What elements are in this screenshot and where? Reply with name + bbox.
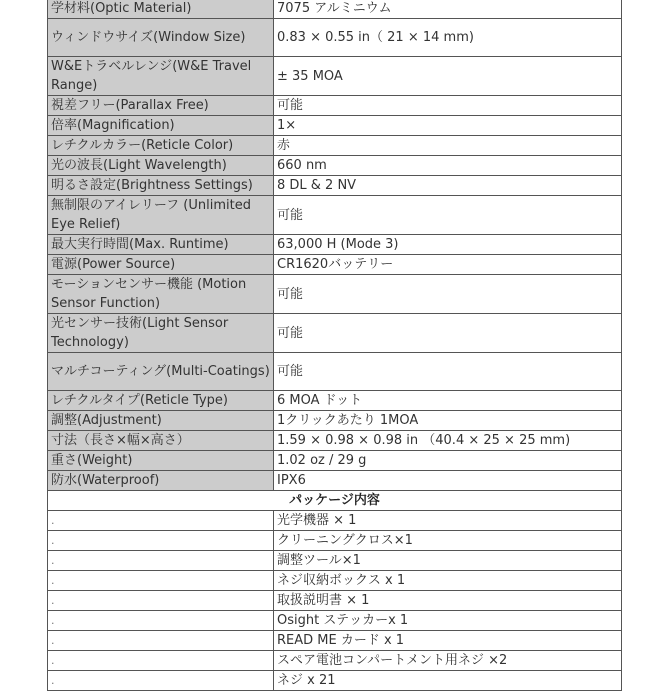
package-item: ネジ収納ボックス x 1 (274, 571, 622, 591)
package-bullet: . (48, 631, 274, 651)
spec-value: 6 MOA ドット (274, 391, 622, 411)
spec-label: 学材料(Optic Material) (48, 0, 274, 19)
package-bullet: . (48, 571, 274, 591)
spec-label: 電源(Power Source) (48, 255, 274, 275)
spec-row (48, 96, 622, 116)
package-bullet: . (48, 671, 274, 691)
spec-table-body (48, 0, 622, 691)
spec-value: 1クリックあたり 1MOA (274, 411, 622, 431)
spec-label: レチクルタイプ(Reticle Type) (48, 391, 274, 411)
spec-value: 赤 (274, 136, 622, 156)
package-row (48, 671, 622, 691)
package-item: Osight ステッカーx 1 (274, 611, 622, 631)
package-row (48, 591, 622, 611)
package-row (48, 531, 622, 551)
spec-label: 無制限のアイレリーフ (Unlimited Eye Relief) (48, 196, 274, 235)
package-item: 取扱説明書 × 1 (274, 591, 622, 611)
spec-label: 明るさ設定(Brightness Settings) (48, 176, 274, 196)
spec-label: 最大実行時間(Max. Runtime) (48, 235, 274, 255)
package-row (48, 571, 622, 591)
package-row (48, 611, 622, 631)
package-row (48, 511, 622, 531)
spec-label: ウィンドウサイズ(Window Size) (48, 19, 274, 57)
package-bullet: . (48, 651, 274, 671)
spec-table (47, 0, 622, 691)
spec-value: 可能 (274, 314, 622, 353)
spec-value: 可能 (274, 275, 622, 314)
package-item: スペア電池コンパートメント用ネジ ×2 (274, 651, 622, 671)
spec-row (48, 353, 622, 391)
spec-row (48, 196, 622, 235)
spec-label: マルチコーティング(Multi-Coatings) (48, 353, 274, 391)
spec-label: レチクルカラー(Reticle Color) (48, 136, 274, 156)
spec-row (48, 156, 622, 176)
spec-row (48, 57, 622, 96)
spec-row (48, 136, 622, 156)
package-item: READ ME カード x 1 (274, 631, 622, 651)
spec-value: 可能 (274, 196, 622, 235)
spec-value: 8 DL & 2 NV (274, 176, 622, 196)
package-bullet: . (48, 551, 274, 571)
spec-label: 倍率(Magnification) (48, 116, 274, 136)
package-item: 光学機器 × 1 (274, 511, 622, 531)
spec-label: 光の波長(Light Wavelength) (48, 156, 274, 176)
package-bullet: . (48, 591, 274, 611)
spec-label: 重さ(Weight) (48, 451, 274, 471)
spec-label: モーションセンサー機能 (Motion Sensor Function) (48, 275, 274, 314)
spec-value: ± 35 MOA (274, 57, 622, 96)
spec-value: 可能 (274, 96, 622, 116)
spec-value: CR1620バッテリー (274, 255, 622, 275)
spec-row (48, 19, 622, 57)
package-item: ネジ x 21 (274, 671, 622, 691)
spec-value: 1.02 oz / 29 g (274, 451, 622, 471)
spec-label: 調整(Adjustment) (48, 411, 274, 431)
package-row (48, 551, 622, 571)
spec-row (48, 471, 622, 491)
spec-value: 可能 (274, 353, 622, 391)
spec-row (48, 391, 622, 411)
package-item: クリーニングクロス×1 (274, 531, 622, 551)
package-item: 調整ツール×1 (274, 551, 622, 571)
spec-row (48, 176, 622, 196)
package-heading: パッケージ内容 (48, 491, 622, 511)
spec-value: 660 nm (274, 156, 622, 176)
spec-row (48, 275, 622, 314)
spec-row (48, 235, 622, 255)
spec-value: 1.59 × 0.98 × 0.98 in （40.4 × 25 × 25 mm) (274, 431, 622, 451)
spec-row (48, 431, 622, 451)
spec-value: 7075 アルミニウム (274, 0, 622, 19)
spec-row (48, 411, 622, 431)
spec-value: 0.83 × 0.55 in（ 21 × 14 mm) (274, 19, 622, 57)
spec-label: 防水(Waterproof) (48, 471, 274, 491)
spec-value: 1× (274, 116, 622, 136)
spec-label: 寸法（長さ×幅×高さ） (48, 431, 274, 451)
spec-label: 光センサー技術(Light Sensor Technology) (48, 314, 274, 353)
spec-row (48, 255, 622, 275)
package-bullet: . (48, 531, 274, 551)
spec-value: 63,000 H (Mode 3) (274, 235, 622, 255)
package-heading-row (48, 491, 622, 511)
package-row (48, 631, 622, 651)
package-bullet: . (48, 511, 274, 531)
spec-label: W&Eトラベルレンジ(W&E Travel Range) (48, 57, 274, 96)
spec-row (48, 314, 622, 353)
spec-row (48, 0, 622, 19)
package-row (48, 651, 622, 671)
package-bullet: . (48, 611, 274, 631)
spec-row (48, 116, 622, 136)
spec-label: 視差フリー(Parallax Free) (48, 96, 274, 116)
spec-value: IPX6 (274, 471, 622, 491)
spec-row (48, 451, 622, 471)
